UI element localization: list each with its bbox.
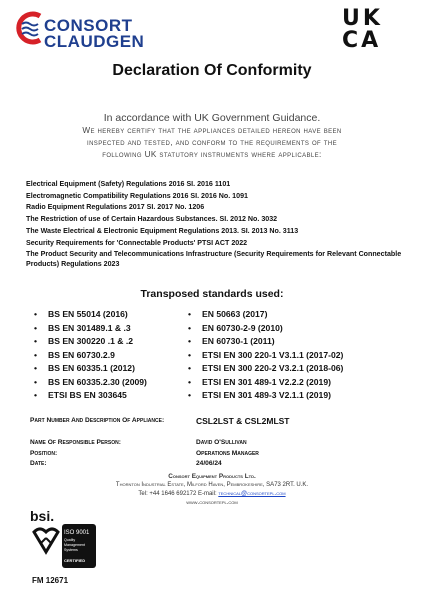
person-value: David O'Sullivan (196, 439, 247, 446)
bullet-icon: • (188, 349, 192, 360)
standard-label: EN 50663 (2017) (202, 309, 268, 319)
standards-right-column (188, 308, 418, 403)
regulation-item: Security Requirements for 'Connectable Products' PTSI ACT 2022 (26, 238, 248, 247)
standard-label: BS EN 301489.1 & .3 (48, 322, 131, 333)
standard-label: ETSI EN 300 220-1 V3.1.1 (2017-02) (202, 349, 344, 360)
bsi-kitemark-icon (34, 529, 58, 552)
standard-label: BS EN 60335.2.30 (2009) (48, 376, 147, 387)
person-row (30, 449, 410, 460)
intro-caps-line: inspected and tested, and conform to the requirements of the (87, 138, 337, 147)
standard-label: BS EN 300220 .1 & .2 (48, 336, 134, 346)
consort-claudgen-logo (10, 8, 200, 54)
bsi-text3: Systems (64, 548, 78, 552)
bullet-icon: • (34, 322, 38, 333)
standard-item (188, 362, 418, 376)
standard-label: BS EN 60335.1 (2012) (48, 363, 135, 373)
ukca-bottom: CA (342, 28, 382, 53)
bullet-icon: • (34, 349, 38, 360)
company-address: Thornton Industrial Estate, Milford Haven, Pembrokeshire, SA73 2RT. U.K. (115, 482, 309, 488)
standard-item (188, 389, 418, 403)
standard-item (188, 335, 418, 349)
person-row (30, 438, 410, 449)
appliance-value: CSL2LST & CSL2MLST (196, 416, 290, 426)
bullet-icon: • (34, 309, 38, 319)
standard-label: EN 60730-2-9 (2010) (202, 322, 283, 333)
bsi-iso: ISO 9001 (64, 530, 90, 536)
person-label: Date: (30, 460, 47, 467)
bullet-icon: • (34, 336, 38, 346)
standard-item (188, 349, 418, 363)
contact-prefix: Tel: +44 1646 692172 E-mail: (138, 491, 219, 497)
regulation-item: The Waste Electrical & Electronic Equipment Regulations 2013. SI. 2013 No. 3113 (26, 226, 299, 235)
logo-text-line1: CONSORT (44, 16, 133, 35)
person-label: Position: (30, 449, 58, 457)
standards-left-column (34, 308, 184, 403)
standards-title: Transposed standards used: (140, 288, 284, 300)
standard-label: BS EN 55014 (2016) (48, 309, 128, 319)
standard-item (34, 322, 184, 336)
person-row (30, 459, 410, 470)
standard-label: ETSI EN 301 489-3 V2.1.1 (2019) (202, 390, 331, 400)
standard-item (34, 362, 184, 376)
bullet-icon: • (34, 363, 38, 373)
ukca-mark (342, 8, 392, 54)
company-name: Consort Equipment Products Ltd. (168, 473, 256, 480)
regulation-item: Radio Equipment Regulations 2017 SI. 2017 No. 1206 (26, 203, 205, 212)
regulation-item: Electromagnetic Compatibility Regulations 2016 SI. 2016 No. 1091 (26, 191, 248, 200)
bsi-brand: bsi. (30, 508, 55, 524)
ukca-top: UK (342, 6, 383, 31)
responsible-person-block (30, 438, 410, 470)
standard-item (34, 349, 184, 363)
person-label: Name Of Responsible Person: (30, 439, 121, 446)
standard-item (34, 308, 184, 322)
standard-item (34, 389, 184, 403)
bullet-icon: • (34, 376, 38, 387)
logo-text-line2: CLAUDGEN (44, 32, 145, 51)
standard-item (34, 335, 184, 349)
bullet-icon: • (188, 363, 192, 373)
standard-label: BS EN 60730.2.9 (48, 349, 115, 360)
bsi-certified: CERTIFIED (64, 558, 86, 563)
standard-item (34, 376, 184, 390)
bullet-icon: • (188, 322, 192, 333)
bullet-icon: • (188, 336, 192, 346)
bsi-cert-number: FM 12671 (32, 576, 69, 585)
email-link[interactable]: technical@consortepl.com (218, 491, 286, 497)
regulations-list (26, 179, 406, 269)
regulation-item: Electrical Equipment (Safety) Regulations 2016 SI. 2016 1101 (26, 180, 231, 188)
person-value: Operations Manager (196, 449, 259, 457)
page-title: Declaration Of Conformity (112, 62, 312, 79)
company-website[interactable]: www.consortepl.com (186, 500, 238, 506)
regulation-item: The Product Security and Telecommunications Infrastructure (Security Requirements for Relevant Connectable Products) Regulations 2023 (26, 250, 402, 268)
intro-lead: In accordance with UK Government Guidance. (103, 112, 321, 124)
bsi-text1: Quality (64, 538, 76, 542)
appliance-label: Part Number And Description Of Appliance: (30, 417, 165, 424)
bsi-certification-badge (28, 508, 98, 572)
standard-label: ETSI EN 300 220-2 V3.2.1 (2018-06) (202, 363, 344, 373)
bullet-icon: • (188, 390, 192, 400)
intro-caps-line: We hereby certify that the appliances detailed hereon have been (82, 126, 342, 135)
company-contact (0, 490, 424, 499)
standard-item (188, 308, 418, 322)
standard-label: ETSI BS EN 303645 (48, 390, 127, 400)
intro-statement (20, 112, 404, 161)
person-value: 24/06/24 (196, 460, 222, 467)
bullet-icon: • (34, 390, 38, 400)
company-footer (0, 472, 424, 508)
regulation-item: The Restriction of use of Certain Hazardous Substances. SI. 2012 No. 3032 (26, 215, 278, 224)
bullet-icon: • (188, 309, 192, 319)
intro-caps-line: following UK statutory instruments where applicable: (102, 150, 322, 159)
standard-label: EN 60730-1 (2011) (202, 336, 275, 346)
bullet-icon: • (188, 376, 192, 387)
standard-item (188, 376, 418, 390)
standard-label: ETSI EN 301 489-1 V2.2.2 (2019) (202, 376, 331, 387)
standard-item (188, 322, 418, 336)
bsi-text2: Management (64, 543, 85, 547)
